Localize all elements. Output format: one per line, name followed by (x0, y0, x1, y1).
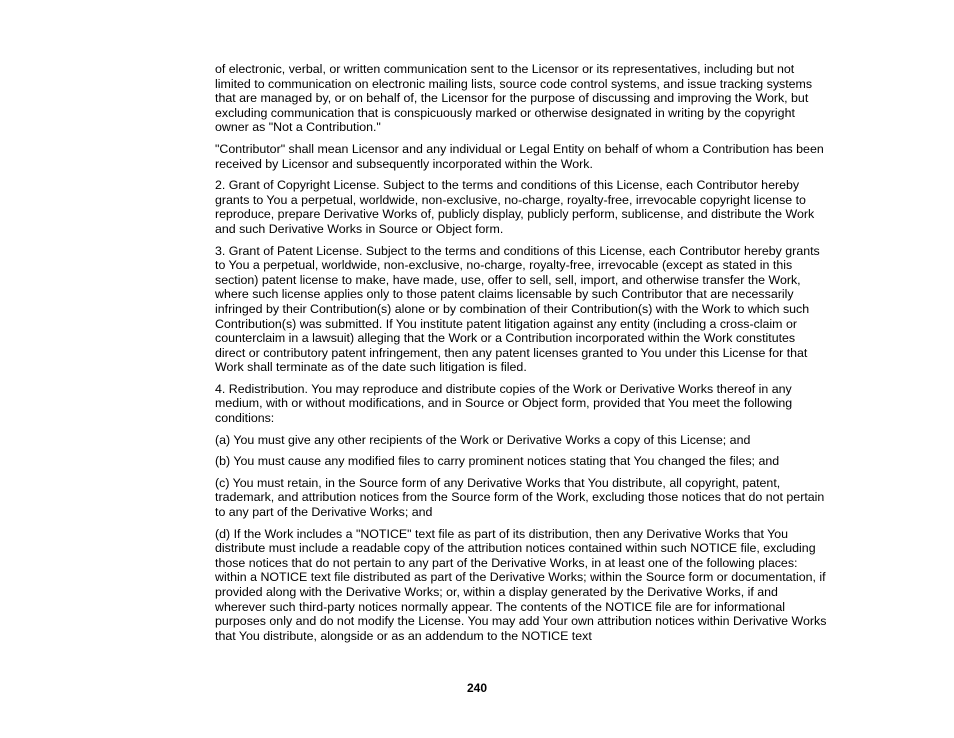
paragraph-grant-of-copyright-license: 2. Grant of Copyright License. Subject to the terms and conditions of this License, each Contributor hereby grants to You a perpetual, worldwide, non-exclusive, no-charge, royalty-free, irrevocable copyright license to reproduce, prepare Derivative Works of, publicly display, publicly perform, sublicense, and distribute the Work and such Derivative Works in Source or Object form. (215, 178, 815, 236)
paragraph-grant-of-patent-license: 3. Grant of Patent License. Subject to the terms and conditions of this License, each Contributor hereby grants to You a perpetual, worldwide, non-exclusive, no-charge, royalty-free, irrevocable (except as stated in this section) patent license to make, have made, use, offer to sell, sell, import, and otherwise transfer the Work, where such license applies only to those patent claims licensable by such Contributor that are necessarily infringed by their Contribution(s) alone or by combination of their Contribution(s) with the Work to which such Contribution(s) was submitted. If You institute patent litigation against any entity (including a cross-claim or counterclaim in a lawsuit) alleging that the Work or a Contribution incorporated within the Work constitutes direct or contributory patent infringement, then any patent licenses granted to You under this License for that Work shall terminate as of the date such litigation is filed. (215, 243, 820, 375)
paragraph-condition-b: (b) You must cause any modified files to carry prominent notices stating that You changed the files; and (215, 454, 780, 469)
paragraph-redistribution: 4. Redistribution. You may reproduce and distribute copies of the Work or Derivative Works thereof in any medium, with or without modifications, and in Source or Object form, provided that You meet the following conditions: (215, 381, 793, 426)
paragraph-contribution-definition-continued: of electronic, verbal, or written communication sent to the Licensor or its representatives, including but not limited to communication on electronic mailing lists, source code control systems, and issue tracking systems that are managed by, or on behalf of, the Licensor for the purpose of discussing and improving the Work, but excluding communication that is conspicuously marked or otherwise designated in writing by the copyright owner as "Not a Contribution." (215, 62, 813, 135)
paragraph-condition-a: (a) You must give any other recipients of the Work or Derivative Works a copy of this License; and (215, 432, 751, 447)
paragraph-condition-c: (c) You must retain, in the Source form of any Derivative Works that You distribute, all copyright, patent, trademark, and attribution notices from the Source form of the Work, excluding those notices that do not pertain to any part of the Derivative Works; and (215, 475, 825, 520)
paragraph-contributor-definition: "Contributor" shall mean Licensor and any individual or Legal Entity on behalf of whom a Contribution has been received by Licensor and subsequently incorporated within the Work. (215, 141, 824, 171)
page-number: 240 (466, 681, 488, 695)
paragraph-condition-d: (d) If the Work includes a "NOTICE" text file as part of its distribution, then any Derivative Works that You distribute must include a readable copy of the attribution notices contained within such NOTICE file, excluding those notices that do not pertain to any part of the Derivative Works, in at least one of the following places: within a NOTICE text file distributed as part of the Derivative Works; within the Source form or documentation, if provided along with the Derivative Works; or, within a display generated by the Derivative Works, if and wherever such third-party notices normally appear. The contents of the NOTICE file are for informational purposes only and do not modify the License. You may add Your own attribution notices within Derivative Works that You distribute, alongside or as an addendum to the NOTICE text (215, 526, 827, 643)
document-body (215, 62, 827, 650)
